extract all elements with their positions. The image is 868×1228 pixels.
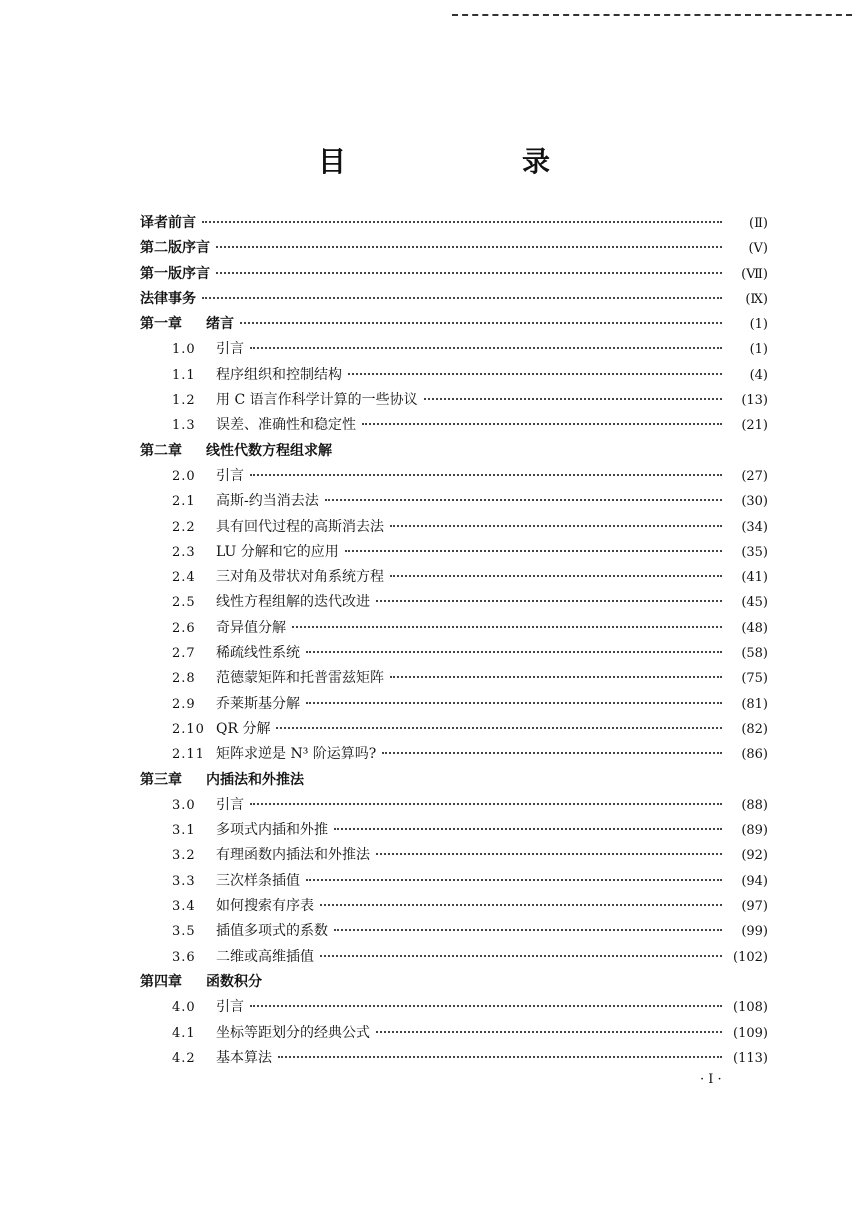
toc-entry-title: 稀疏线性系统 [216,645,300,662]
toc-entry-title: 线性代数方程组求解 [206,442,332,459]
toc-entry[interactable] [140,920,768,945]
toc-entry[interactable] [140,1022,768,1047]
toc-entry-number: 3.2 [172,848,196,864]
toc-entry-number: 2.2 [172,519,196,535]
toc-entry-page: (81) [741,696,768,712]
toc-entry[interactable] [140,263,768,288]
toc-entry-page: (48) [741,620,768,636]
toc-entry-title: 插值多项式的系数 [216,923,328,940]
toc-entry-page: (4) [749,367,768,383]
toc-entry-page: (92) [741,848,768,864]
toc-entry-title: 引言 [216,999,244,1016]
toc-entry-number: 第四章 [140,973,182,990]
toc-entry-page: (Ⅸ) [745,291,768,307]
toc-entry[interactable] [140,313,768,338]
toc-entry-number: 2.7 [172,646,196,662]
toc-entry[interactable] [140,693,768,718]
dot-leader [306,879,722,881]
dot-leader [325,499,722,501]
toc-entry-title: 引言 [216,341,244,358]
toc-entry[interactable] [140,389,768,414]
toc-entry-page: (1) [749,317,768,333]
toc-entry-number: 第一章 [140,316,182,333]
toc-entry-page: (30) [741,494,768,510]
toc-entry-title: 译者前言 [140,215,196,231]
dot-leader [390,676,722,678]
toc-entry-title: 法律事务 [140,290,196,307]
dot-leader [390,525,722,527]
toc-entry-number: 2.6 [172,620,196,636]
dot-leader [202,297,722,299]
toc-entry-number: 1.0 [172,342,196,358]
toc-entry-title: 坐标等距划分的经典公式 [216,1024,370,1041]
toc-entry-number: 2.9 [172,696,196,712]
toc-entry-title: 误差、准确性和稳定性 [216,417,356,434]
toc-entry-number: 3.6 [172,949,196,965]
toc-entry-title: 矩阵求逆是 N³ 阶运算吗? [216,746,377,763]
toc-entry-number: 第二章 [140,442,182,459]
toc-entry-title: 三次样条插值 [216,872,300,889]
dot-leader [334,828,722,830]
dot-leader [292,626,722,628]
toc-entry[interactable] [140,743,768,768]
toc-entry[interactable] [140,794,768,819]
toc-entry-title: 线性方程组解的迭代改进 [216,594,370,611]
dot-leader [424,398,722,400]
dot-leader [250,1005,722,1007]
dot-leader [276,727,722,729]
toc-entry-page: (34) [741,519,768,535]
dot-leader [390,575,722,577]
dot-leader [306,702,722,704]
toc-entry-page: (89) [741,823,768,839]
toc-entry[interactable] [140,844,768,869]
toc-entry-page: (82) [741,721,768,737]
toc-entry-number: 第三章 [140,771,182,788]
toc-entry[interactable] [140,591,768,616]
toc-entry-number: 4.2 [172,1050,196,1066]
page-title: 目 录 [317,145,590,178]
toc-entry-title: 乔莱斯基分解 [216,695,300,712]
toc-entry-page: (88) [741,797,768,813]
toc-entry[interactable] [140,971,768,996]
toc-entry-title: 范德蒙矩阵和托普雷兹矩阵 [216,670,384,687]
toc-entry-page: (Ⅱ) [749,216,768,231]
toc-entry[interactable] [140,642,768,667]
toc-entry-page: (108) [733,1000,768,1016]
toc-entry-page: (75) [741,671,768,687]
toc-entry-page: (102) [733,949,768,965]
toc-entry-number: 3.1 [172,823,196,839]
toc-entry-number: 3.3 [172,873,196,889]
toc-entry-number: 2.1 [172,494,196,510]
dot-leader [348,373,722,375]
toc-entry-page: (58) [741,646,768,662]
dot-leader [345,550,722,552]
toc-entry-number: 3.0 [172,797,196,813]
toc-entry-page: (13) [741,393,768,409]
toc-entry-number: 3.4 [172,899,196,915]
toc-entry[interactable] [140,414,768,439]
toc-entry-number: 2.3 [172,544,196,560]
dot-leader [376,600,722,602]
toc-entry-page: (27) [741,468,768,484]
toc-entry-title: 二维或高维插值 [216,948,314,965]
toc-entry-page: (97) [741,899,768,915]
toc-entry-number: 2.10 [172,721,205,737]
toc-entry-title: 三对角及带状对角系统方程 [216,569,384,586]
toc-entry[interactable] [140,516,768,541]
toc-entry-page: (113) [733,1050,768,1066]
toc-entry-title: 第一版序言 [140,265,210,282]
toc-entry-title: 高斯-约当消去法 [216,493,319,510]
toc-entry-title: 第二版序言 [140,240,210,257]
toc-entry-title: 具有回代过程的高斯消去法 [216,518,384,535]
toc-entry-title: 函数积分 [206,973,262,990]
dot-leader [216,246,722,248]
toc-entry-page: (94) [741,873,768,889]
dot-leader [376,853,722,855]
toc-entry-page: (1) [749,342,768,358]
toc-entry-title: 绪言 [206,316,234,333]
toc-entry-title: 引言 [216,796,244,813]
toc-entry-number: 4.0 [172,1000,196,1016]
toc-entry-title: 基本算法 [216,1049,272,1066]
toc-entry-page: (109) [733,1025,768,1041]
toc-entry[interactable] [140,237,768,262]
dot-leader [376,1031,722,1033]
dot-leader [334,929,722,931]
toc-entry[interactable] [140,819,768,844]
toc-entry-title: 如何搜索有序表 [216,898,314,915]
toc-entry-page: (21) [741,418,768,434]
toc-entry-number: 1.1 [172,367,196,383]
toc-entry[interactable] [140,996,768,1021]
page-folio: · Ⅰ · [700,1072,722,1087]
toc-entry-title: 内插法和外推法 [206,771,304,788]
toc-entry-title: 程序组织和控制结构 [216,366,342,383]
toc-entry[interactable] [140,566,768,591]
dot-leader [278,1056,722,1058]
dot-leader [306,651,722,653]
toc-entry-title: 有理函数内插法和外推法 [216,847,370,864]
toc-entry-number: 4.1 [172,1025,196,1041]
toc-entry-title: 用 C 语言作科学计算的一些协议 [216,392,418,409]
toc-entry-page: (99) [741,924,768,940]
dot-leader [320,955,722,957]
toc-entry-page: (41) [741,570,768,586]
toc-entry-number: 2.0 [172,468,196,484]
toc-entry-number: 2.5 [172,595,196,611]
toc-entry[interactable] [140,212,768,237]
toc-entry[interactable] [140,1047,768,1072]
toc-entry[interactable] [140,338,768,363]
toc-entry-number: 1.3 [172,418,196,434]
dot-leader [382,752,722,754]
toc-entry-page: (35) [741,544,768,560]
toc-entry-page: (Ⅴ) [748,241,768,257]
toc-entry-title: 多项式内插和外推 [216,822,328,839]
toc-entry-page: (86) [741,747,768,763]
toc-entry[interactable] [140,718,768,743]
toc-entry-number: 2.4 [172,570,196,586]
toc-entry[interactable] [140,541,768,566]
dot-leader [320,904,722,906]
dot-leader [202,221,722,223]
toc-entry-page: (Ⅶ) [741,266,768,282]
toc-entry[interactable] [140,490,768,515]
toc-entry[interactable] [140,465,768,490]
toc-entry[interactable] [140,288,768,313]
dot-leader [216,272,722,274]
top-dashed-rule [452,14,852,16]
dot-leader [362,423,722,425]
toc-entry-page: (45) [741,595,768,611]
toc-entry[interactable] [140,946,768,971]
dot-leader [240,322,722,324]
toc-entry-number: 2.11 [172,747,205,763]
toc-entry-number: 3.5 [172,924,196,940]
toc-entry-number: 2.8 [172,671,196,687]
toc-entry-title: 引言 [216,467,244,484]
toc-entry[interactable] [140,667,768,692]
toc-entry-number: 1.2 [172,393,196,409]
table-of-contents [140,212,768,1072]
toc-entry[interactable] [140,617,768,642]
toc-entry[interactable] [140,895,768,920]
dot-leader [250,474,722,476]
toc-entry[interactable] [140,870,768,895]
toc-entry-title: QR 分解 [216,720,271,737]
toc-entry-title: 奇异值分解 [216,619,286,636]
toc-entry[interactable] [140,440,768,465]
toc-entry-title: LU 分解和它的应用 [216,543,339,560]
dot-leader [250,347,722,349]
dot-leader [250,803,722,805]
toc-entry[interactable] [140,364,768,389]
toc-entry[interactable] [140,769,768,794]
